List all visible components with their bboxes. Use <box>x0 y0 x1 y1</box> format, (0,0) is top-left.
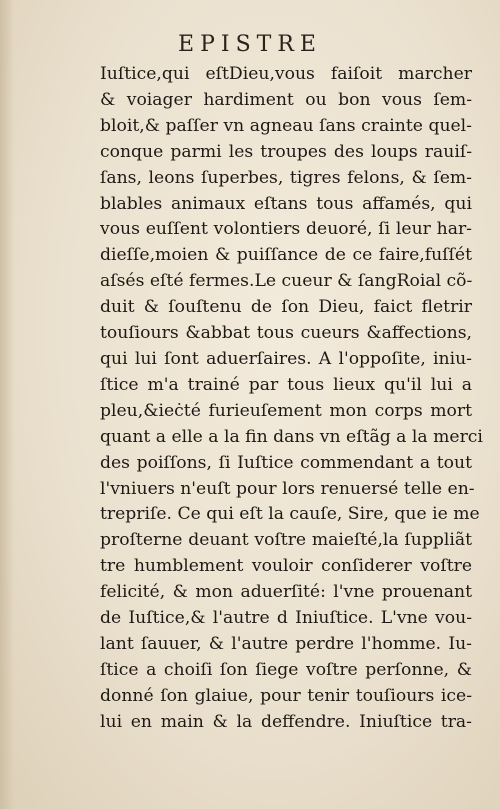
text-line: touſiours &abbat tous cueurs &affections, <box>100 323 472 344</box>
text-line: ſtice a choiſi ſon ſiege voſtre perſonne, & <box>100 659 472 680</box>
text-line: qui lui ſont aduerſaires. A l'oppoſite, iniu- <box>100 348 472 369</box>
text-line: duit & ſouſtenu de ſon Dieu, faict fletrir <box>100 297 472 318</box>
text-line: dieſſe,moien & puiſſance de ce faire,fuſſét <box>100 245 472 266</box>
running-head: EPISTRE <box>178 32 322 57</box>
text-line: lant ſauuer, & l'autre perdre l'homme. Iu- <box>100 633 472 654</box>
text-line: proſterne deuant voſtre maieſté,la ſuppliãt <box>100 530 472 551</box>
text-line: donné ſon glaiue, pour tenir touſiours ice- <box>100 685 472 706</box>
text-line: pleu,&ieċté furieuſement mon corps mort <box>100 400 472 421</box>
text-line: l'vniuers n'euſt pour lors renuersé telle en- <box>100 478 475 499</box>
text-line: ſtice m'a trainé par tous lieux qu'il lui a <box>100 374 472 395</box>
text-line: bloit,& paſſer vn agneau ſans crainte quel- <box>100 115 472 136</box>
text-line: felicité, & mon aduerſité: l'vne prouenant <box>100 582 472 603</box>
text-line: ſans, leons ſuperbes, tigres felons, & ſem- <box>100 167 472 188</box>
text-line: aſsés eſté fermes.Le cueur & ſangRoial cõ- <box>100 271 473 292</box>
text-line: vous euſſent volontiers deuoré, ſi leur har- <box>100 219 472 240</box>
text-line: & voiager hardiment ou bon vous ſem- <box>100 89 472 110</box>
text-line: trepriſe. Ce qui eſt la cauſe, Sire, que ie me <box>100 504 480 525</box>
text-line: quant a elle a la fin dans vn eſtãg a la merci <box>100 426 483 447</box>
page-gutter-shadow <box>0 0 14 809</box>
text-line: blables animaux eſtans tous affamés, qui <box>100 193 472 214</box>
text-line: de Iuſtice,& l'autre d Iniuſtice. L'vne vou- <box>100 608 472 629</box>
text-line: conque parmi les troupes des loups rauiſ- <box>100 141 472 162</box>
text-line: des poiſſons, ſi Iuſtice commendant a tout <box>100 452 472 473</box>
text-line: lui en main & la deffendre. Iniuſtice tra- <box>100 711 472 732</box>
text-line: tre humblement vouloir conſiderer voſtre <box>100 556 472 577</box>
text-line: Iuſtice,qui eſtDieu,vous faiſoit marcher <box>100 64 472 84</box>
body-text <box>100 62 483 736</box>
